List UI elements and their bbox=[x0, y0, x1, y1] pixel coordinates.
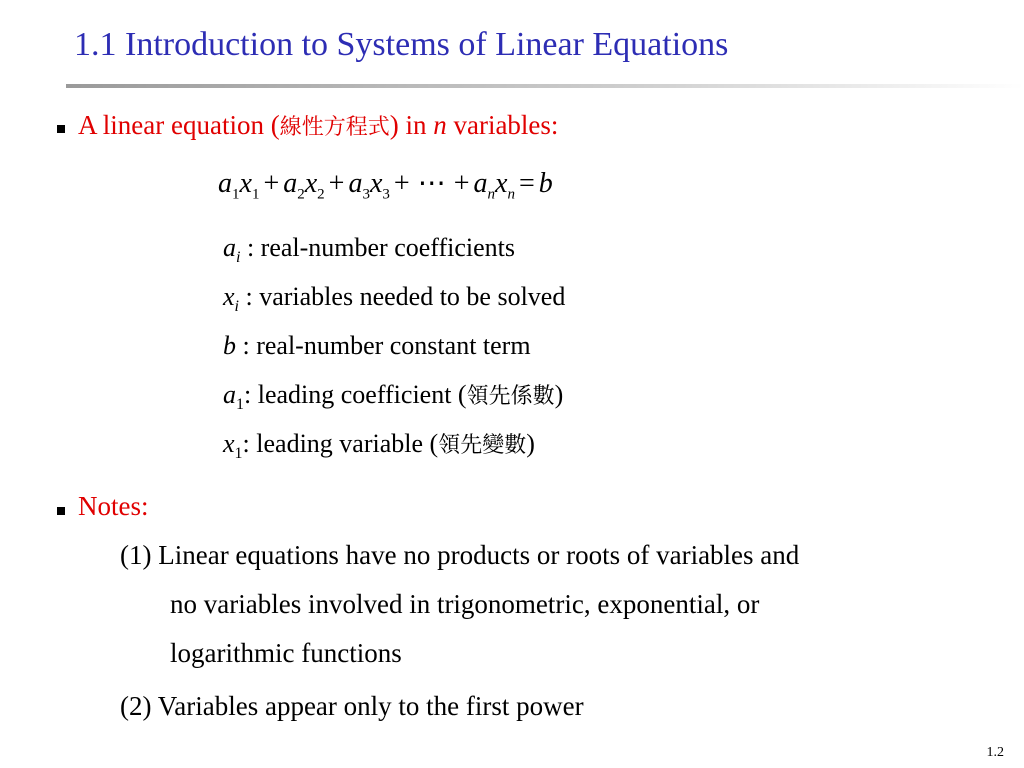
linear-equation-heading bbox=[78, 112, 558, 139]
eq-b: b bbox=[538, 168, 553, 199]
eq-x3: x bbox=[369, 168, 383, 199]
eq-plus: + bbox=[393, 168, 410, 199]
definition-b bbox=[223, 333, 531, 359]
def-subscript: i bbox=[234, 298, 239, 316]
def-text: : leading variable ( bbox=[242, 429, 439, 458]
def-subscript: 1 bbox=[236, 396, 244, 414]
heading-lead: A linear equation ( bbox=[78, 110, 280, 140]
def-symbol: x bbox=[223, 282, 235, 311]
eq-an: a bbox=[473, 168, 488, 199]
def-text: : leading coefficient ( bbox=[244, 380, 467, 409]
eq-sub: 1 bbox=[251, 186, 260, 203]
eq-sub-n: n bbox=[487, 186, 495, 203]
notes-heading: Notes: bbox=[78, 491, 149, 521]
eq-sub: 1 bbox=[232, 186, 240, 203]
def-subscript: i bbox=[236, 249, 241, 267]
def-symbol: x bbox=[223, 429, 235, 458]
title-divider bbox=[66, 84, 1024, 88]
heading-tail: variables: bbox=[453, 110, 559, 140]
page-number: 1.2 bbox=[986, 745, 1004, 760]
def-cjk: 領先變數 bbox=[438, 433, 527, 458]
slide-title: 1.1 Introduction to Systems of Linear Equations bbox=[74, 26, 729, 63]
heading-in: in bbox=[405, 110, 427, 140]
def-close: ) bbox=[526, 429, 535, 458]
heading-cjk: 線性方程式 bbox=[279, 115, 390, 140]
eq-equals: = bbox=[518, 168, 535, 199]
eq-x2: x bbox=[304, 168, 318, 199]
def-close: ) bbox=[554, 380, 564, 409]
eq-sub-n: n bbox=[507, 186, 515, 203]
heading-n: n bbox=[433, 110, 447, 140]
eq-sub: 2 bbox=[297, 186, 305, 203]
note-2: (2) Variables appear only to the first power bbox=[120, 691, 584, 721]
linear-equation-formula bbox=[218, 170, 553, 203]
eq-sub: 3 bbox=[362, 186, 370, 203]
note-1-line-2: no variables involved in trigonometric, exponential, or bbox=[170, 589, 760, 619]
eq-plus: + bbox=[263, 168, 280, 199]
def-text: : real-number constant term bbox=[236, 331, 531, 360]
definition-x1 bbox=[223, 431, 535, 462]
def-subscript: 1 bbox=[234, 445, 243, 463]
eq-sub: 2 bbox=[317, 186, 325, 203]
heading-close: ) bbox=[389, 110, 399, 140]
eq-sub: 3 bbox=[382, 186, 390, 203]
eq-ellipsis: ⋯ bbox=[417, 168, 446, 199]
definition-a1 bbox=[223, 382, 563, 413]
bullet-square bbox=[57, 125, 65, 133]
eq-a2: a bbox=[283, 168, 298, 199]
eq-xn: x bbox=[495, 168, 508, 199]
bullet-square bbox=[57, 507, 65, 515]
def-symbol: b bbox=[223, 331, 236, 360]
note-1-line-1: (1) Linear equations have no products or roots of variables and bbox=[120, 540, 800, 570]
eq-plus: + bbox=[453, 168, 470, 199]
eq-a1: a bbox=[218, 168, 232, 199]
eq-plus: + bbox=[328, 168, 345, 199]
def-cjk: 領先係數 bbox=[466, 384, 555, 409]
definition-ai bbox=[223, 235, 515, 266]
def-symbol: a bbox=[223, 233, 236, 262]
def-text: : variables needed to be solved bbox=[239, 282, 566, 311]
eq-a3: a bbox=[348, 168, 363, 199]
definition-xi bbox=[223, 284, 565, 315]
eq-x1: x bbox=[239, 168, 252, 199]
def-symbol: a bbox=[223, 380, 236, 409]
note-1-line-3: logarithmic functions bbox=[170, 638, 402, 668]
def-text: : real-number coefficients bbox=[240, 233, 516, 262]
